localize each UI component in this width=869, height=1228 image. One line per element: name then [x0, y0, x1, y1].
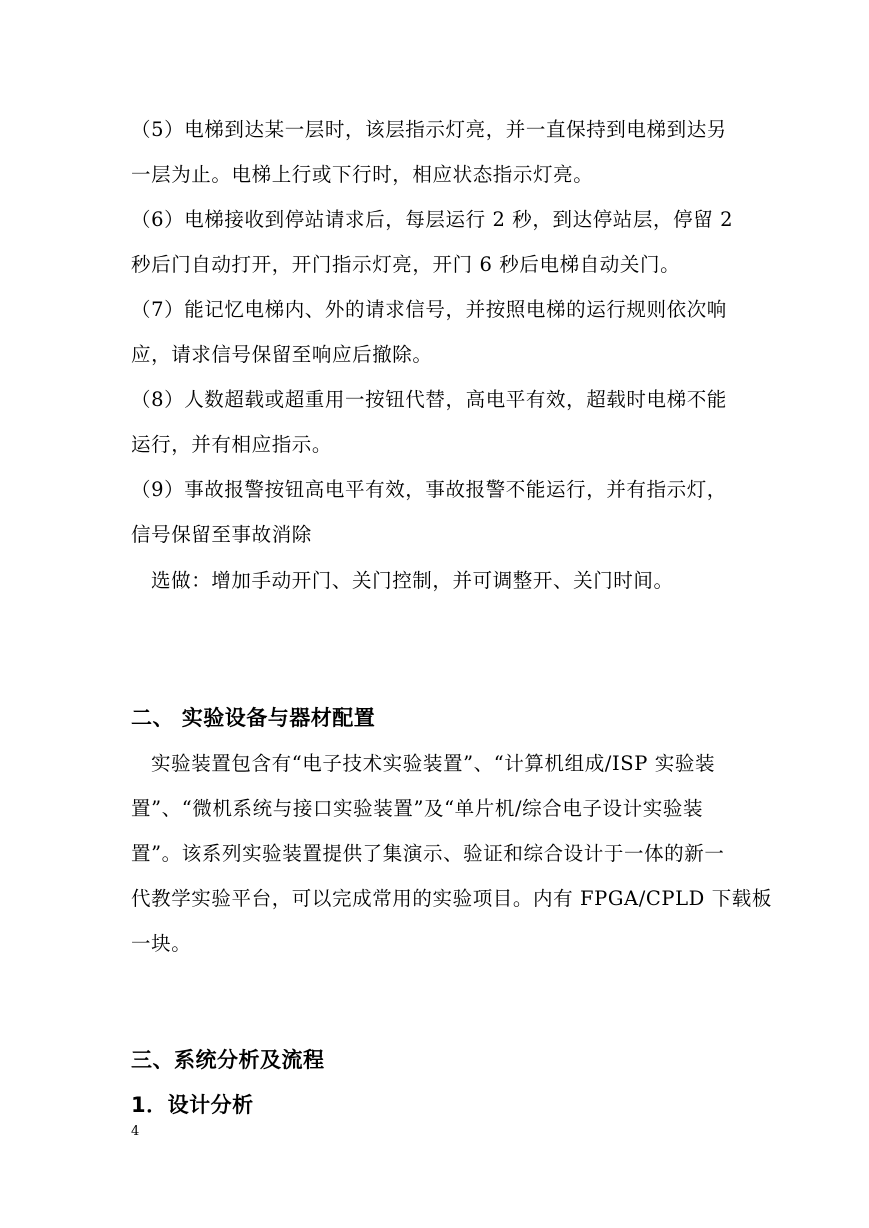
section-2-line-3: 置”。该系列实验装置提供了集演示、验证和综合设计于一体的新一 [131, 842, 725, 865]
item-5-line-2: 一层为止。电梯上行或下行时，相应状态指示灯亮。 [131, 163, 594, 186]
optional-task: 选做：增加手动开门、关门控制，并可调整开、关门时间。 [151, 569, 674, 592]
item-9-line-1: （9）事故报警按钮高电平有效，事故报警不能运行，并有指示灯， [131, 478, 727, 501]
item-5-line-1: （5）电梯到达某一层时，该层指示灯亮，并一直保持到电梯到达另 [131, 118, 727, 141]
item-7-line-2: 应，请求信号保留至响应后撤除。 [131, 343, 433, 366]
item-8-line-2: 运行，并有相应指示。 [131, 433, 333, 456]
section-2-line-2: 置”、“微机系统与接口实验装置”及“单片机/综合电子设计实验装 [131, 797, 704, 820]
section-3-subheading: 1．设计分析 [131, 1093, 254, 1117]
section-2-line-1: 实验装置包含有“电子技术实验装置”、“计算机组成/ISP 实验装 [151, 752, 716, 775]
page-number: 4 [131, 1124, 140, 1139]
item-9-line-2: 信号保留至事故消除 [131, 523, 312, 546]
section-2-line-5: 一块。 [131, 932, 192, 955]
item-6-line-1: （6）电梯接收到停站请求后，每层运行 2 秒，到达停站层，停留 2 [131, 208, 734, 231]
section-3-heading: 三、系统分析及流程 [131, 1048, 325, 1072]
item-7-line-1: （7）能记忆电梯内、外的请求信号，并按照电梯的运行规则依次响 [131, 298, 727, 321]
section-2-heading: 二、 实验设备与器材配置 [131, 706, 376, 730]
item-8-line-1: （8）人数超载或超重用一按钮代替，高电平有效，超载时电梯不能 [131, 388, 727, 411]
section-2-line-4: 代教学实验平台，可以完成常用的实验项目。内有 FPGA/CPLD 下载板 [131, 887, 773, 910]
item-6-line-2: 秒后门自动打开，开门指示灯亮，开门 6 秒后电梯自动关门。 [131, 253, 681, 276]
